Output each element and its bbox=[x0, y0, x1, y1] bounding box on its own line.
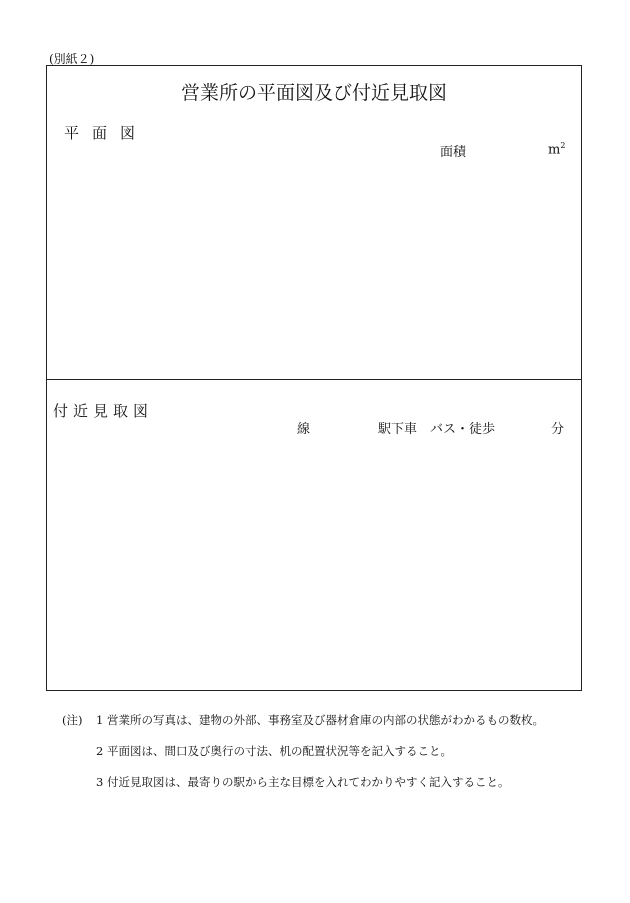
form-box bbox=[46, 65, 582, 691]
line-label: 線 bbox=[297, 422, 311, 437]
map-section-label: 付近見取図 bbox=[53, 402, 154, 420]
note-item-1: 1 営業所の写真は、建物の外部、事務室及び器材倉庫の内部の状態がわかるもの数枚。 bbox=[96, 713, 544, 727]
note-item-2: 2 平面図は、間口及び奥行の寸法、机の配置状況等を記入すること。 bbox=[96, 744, 452, 758]
minutes-label: 分 bbox=[551, 422, 565, 437]
plan-section-label: 平面図 bbox=[64, 124, 149, 142]
area-label: 面積 bbox=[440, 145, 467, 160]
area-unit-exponent: 2 bbox=[560, 141, 566, 150]
section-divider bbox=[46, 379, 582, 380]
area-unit bbox=[548, 141, 565, 157]
bus-walk-label: バス・徒歩 bbox=[430, 422, 496, 437]
form-title: 営業所の平面図及び付近見取図 bbox=[180, 82, 447, 104]
station-label: 駅下車 bbox=[378, 422, 418, 437]
attachment-label: (別紙２) bbox=[49, 52, 95, 66]
notes-heading: (注) bbox=[62, 713, 83, 727]
note-item-3: 3 付近見取図は、最寄りの駅から主な目標を入れてわかりやすく記入すること。 bbox=[96, 775, 510, 789]
area-unit-base: m bbox=[548, 142, 561, 158]
